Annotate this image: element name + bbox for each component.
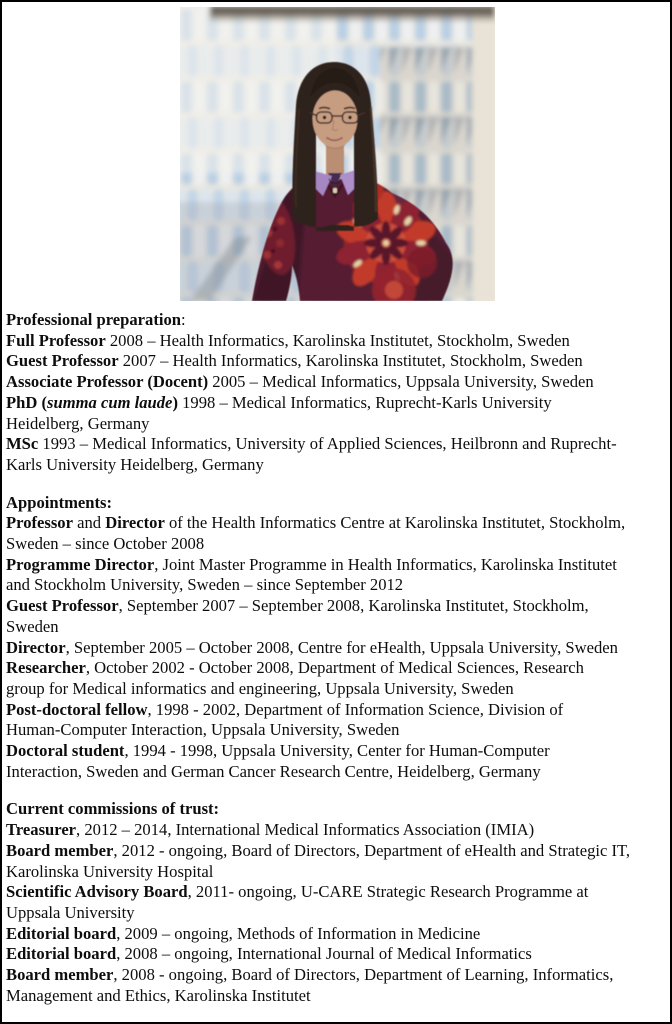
text-line (6, 965, 672, 986)
text-segment: , October 2002 - October 2008, Department of Medical Sciences, Research (85, 658, 584, 678)
text-segment: Board member (6, 840, 114, 860)
text-segment: , 2012 – 2014, International Medical Informatics Association (IMIA) (76, 820, 535, 840)
text-segment: , September 2005 – October 2008, Centre for eHealth, Uppsala University, Sweden (65, 637, 618, 657)
text-segment: Scientific Advisory Board (6, 882, 188, 902)
text-line (6, 741, 672, 762)
text-segment: , 2012 - ongoing, Board of Directors, Department of eHealth and Strategic IT, (113, 840, 631, 860)
text-segment: ) (172, 392, 178, 412)
text-segment: , 1998 - 2002, Department of Information Science, Division of (147, 699, 564, 719)
text-segment: Guest Professor (6, 351, 119, 371)
section-heading (6, 310, 672, 331)
text-line (6, 762, 672, 783)
text-segment: 1993 – Medical Informatics, University of Applied Sciences, Heilbronn and Ruprecht- (38, 434, 617, 454)
text-segment: Editorial board (6, 923, 117, 943)
text-segment: and (72, 513, 106, 533)
text-segment: Sweden – since October 2008 (6, 534, 205, 554)
text-line (6, 455, 672, 476)
text-line (6, 575, 672, 596)
text-segment: , September 2007 – September 2008, Karolinska Institutet, Stockholm, (118, 596, 589, 616)
text-segment: summa cum laude (47, 392, 173, 412)
text-segment: Full Professor (6, 330, 106, 350)
text-segment: Professor (6, 513, 73, 533)
text-segment: : (181, 310, 186, 329)
text-segment: Post-doctoral fellow (6, 699, 148, 719)
text-line (6, 658, 672, 679)
text-segment: Karls University Heidelberg, Germany (6, 454, 264, 474)
section-appointments (6, 493, 672, 783)
text-line (6, 414, 672, 435)
text-line (6, 596, 672, 617)
text-segment: , 2009 – ongoing, Methods of Information in Medicine (116, 923, 481, 943)
text-segment: Sweden (6, 616, 59, 636)
text-segment: 2008 – Health Informatics, Karolinska Institutet, Stockholm, Sweden (105, 330, 570, 350)
text-segment: , 2011- ongoing, U-CARE Strategic Research Programme at (187, 882, 589, 902)
text-segment: Board member (6, 965, 114, 985)
text-segment: Karolinska University Hospital (6, 861, 214, 881)
text-line (6, 331, 672, 352)
text-segment: Treasurer (6, 820, 77, 840)
text-segment: , 2008 - ongoing, Board of Directors, Department of Learning, Informatics, (113, 965, 614, 985)
text-line (6, 820, 672, 841)
text-line (6, 841, 672, 862)
text-line (6, 638, 672, 659)
text-line (6, 679, 672, 700)
section-heading (6, 493, 672, 514)
section-current-commissions-of-trust (6, 799, 672, 1006)
text-line (6, 720, 672, 741)
text-segment: , Joint Master Programme in Health Informatics, Karolinska Institutet (154, 554, 617, 574)
text-line (6, 986, 672, 1007)
text-line (6, 372, 672, 393)
text-segment: 1998 – Medical Informatics, Ruprecht-Karls University (177, 392, 552, 412)
cv-text (6, 310, 672, 1007)
text-segment: Programme Director (6, 554, 155, 574)
text-segment: MSc (6, 434, 39, 454)
text-line (6, 924, 672, 945)
text-segment: Current commissions of trust: (6, 799, 220, 819)
text-segment: PhD ( (6, 392, 48, 412)
section-heading (6, 799, 672, 820)
text-segment: Appointments: (6, 492, 113, 512)
text-line (6, 617, 672, 638)
text-line (6, 434, 672, 455)
section-professional-preparation (6, 310, 672, 476)
portrait-photo-illustration (180, 7, 495, 301)
text-segment: of the Health Informatics Centre at Karolinska Institutet, Stockholm, (164, 513, 626, 533)
text-line (6, 944, 672, 965)
text-segment: group for Medical informatics and engineering, Uppsala University, Sweden (6, 678, 514, 698)
text-segment: 2005 – Medical Informatics, Uppsala University, Sweden (208, 372, 594, 392)
text-segment: Director (105, 513, 165, 533)
text-line (6, 862, 672, 883)
text-segment: 2007 – Health Informatics, Karolinska Institutet, Stockholm, Sweden (118, 351, 583, 371)
text-segment: Professional preparation (6, 310, 182, 329)
portrait-photo (180, 7, 495, 301)
text-segment: Editorial board (6, 944, 117, 964)
text-line (6, 534, 672, 555)
text-segment: Interaction, Sweden and German Cancer Research Centre, Heidelberg, Germany (6, 761, 541, 781)
text-segment: Human-Computer Interaction, Uppsala University, Sweden (6, 720, 400, 740)
text-segment: and Stockholm University, Sweden – since September 2012 (6, 575, 404, 595)
text-segment: Guest Professor (6, 596, 119, 616)
text-segment: Researcher (6, 658, 86, 678)
text-segment: Management and Ethics, Karolinska Institutet (6, 985, 311, 1005)
text-segment: Associate Professor (Docent) (6, 372, 209, 392)
text-line (6, 393, 672, 414)
text-segment: Doctoral student (6, 741, 125, 761)
text-line (6, 903, 672, 924)
text-line (6, 882, 672, 903)
text-line (6, 513, 672, 534)
text-line (6, 555, 672, 576)
text-segment: Director (6, 637, 66, 657)
text-line (6, 351, 672, 372)
text-segment: Uppsala University (6, 902, 135, 922)
text-segment: , 1994 - 1998, Uppsala University, Center for Human-Computer (124, 741, 550, 761)
text-segment: Heidelberg, Germany (6, 413, 150, 433)
text-segment: , 2008 – ongoing, International Journal of Medical Informatics (116, 944, 532, 964)
text-line (6, 700, 672, 721)
